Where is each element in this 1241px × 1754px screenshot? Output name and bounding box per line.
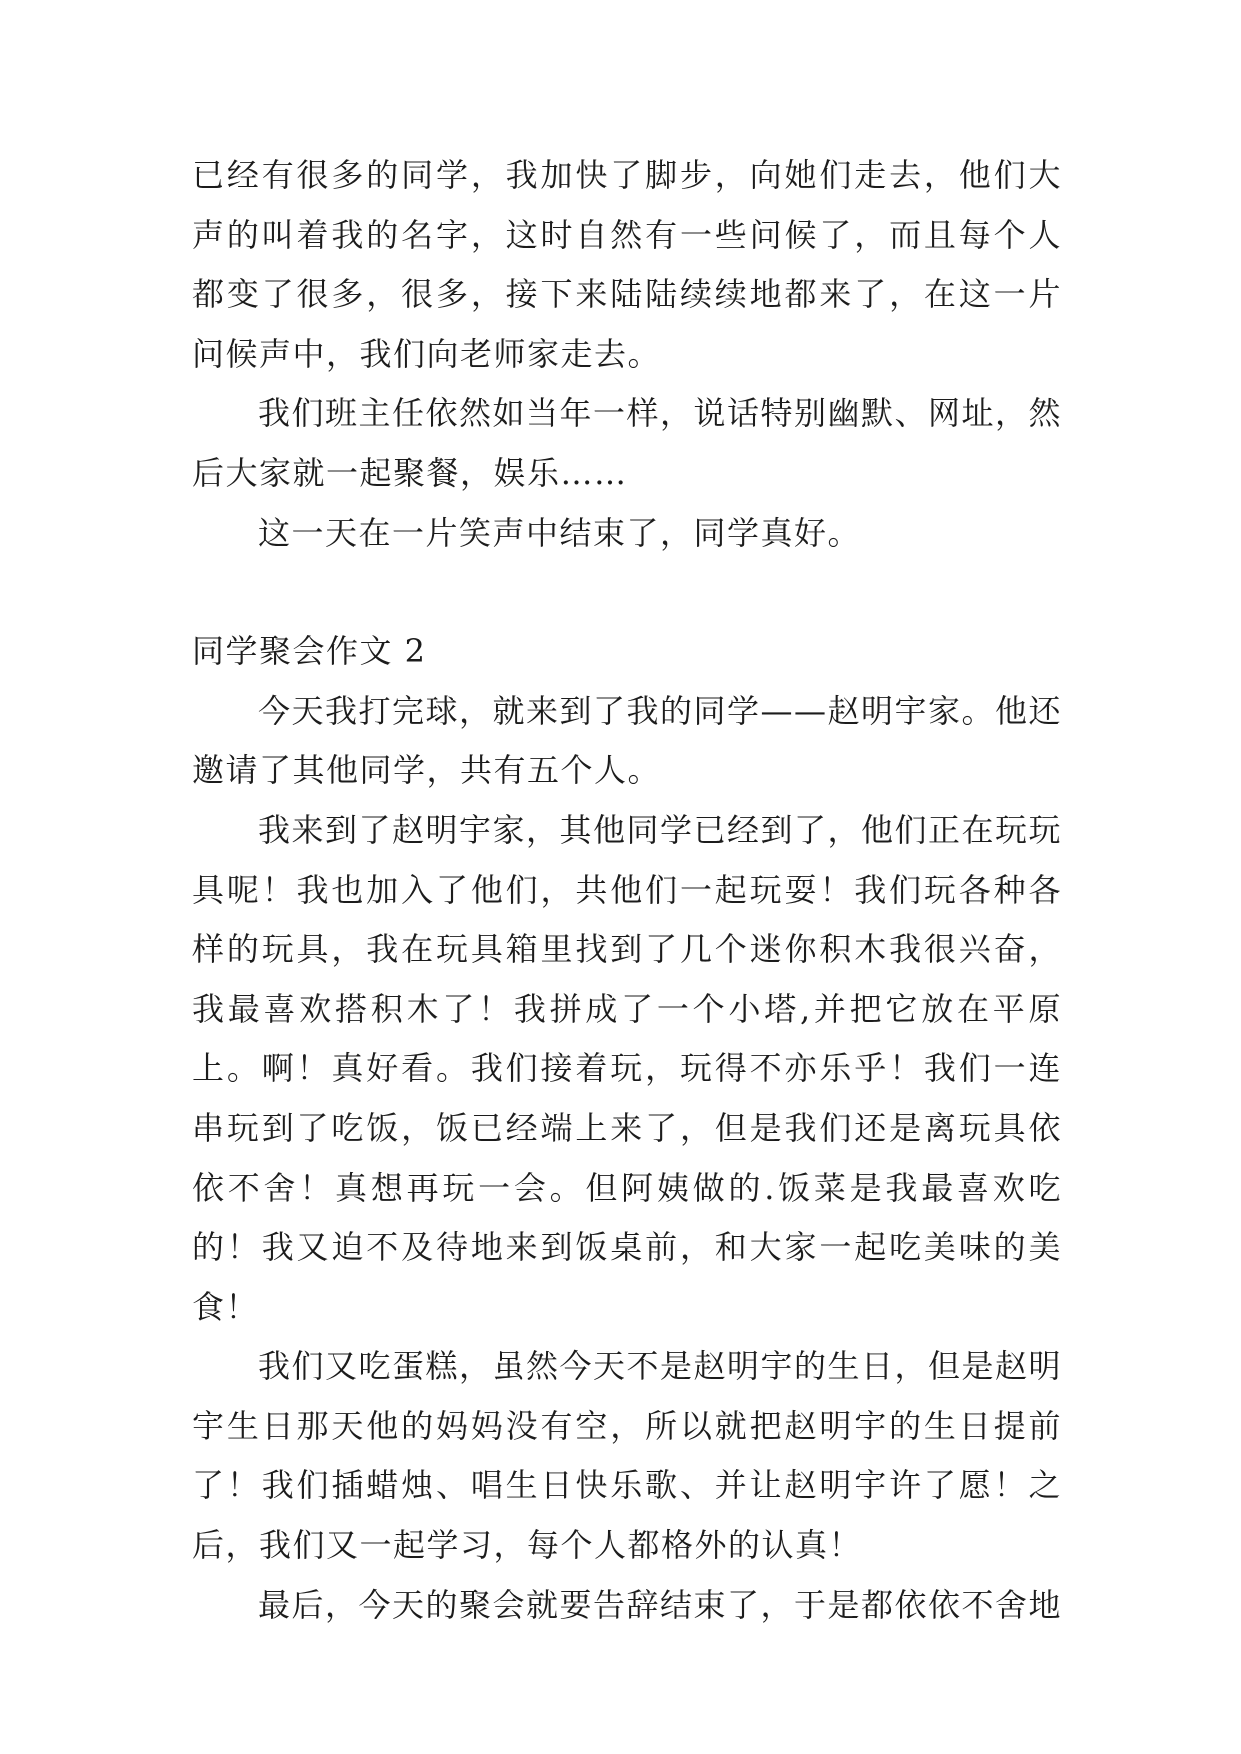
paragraph: 最后，今天的聚会就要告辞结束了，于是都依依不舍地 — [258, 1585, 1063, 1624]
paragraph: 今天我打完球，就来到了我的同学——赵明宇家。他还邀请了其他同学，共有五个人。 — [192, 691, 1063, 790]
paragraph: 我来到了赵明宇家，其他同学已经到了，他们正在玩玩具呢！我也加入了他们，共他们一起玩耍！我们玩各种各样的玩具，我在玩具箱里找到了几个迷你积木我很兴奋，我最喜欢搭积木了！我拼成了一个小塔,并把它放在平原上。啊！真好看。我们接着玩，玩得不亦乐乎！我们一连串玩到了吃饭，饭已经端上来了，但是我们还是离玩具依依不舍！真想再玩一会。但阿姨做的.饭菜是我最喜欢吃的！我又迫不及待地来到饭桌前，和大家一起吃美味的美食！ — [192, 810, 1063, 1326]
paragraph-continuation: 已经有很多的同学，我加快了脚步，向她们走去，他们大声的叫着我的名字，这时自然有一些问候了，而且每个人都变了很多，很多，接下来陆陆续续地都来了，在这一片问候声中，我们向老师家走去。 — [192, 156, 1062, 373]
paragraph: 我们又吃蛋糕，虽然今天不是赵明宇的生日，但是赵明宇生日那天他的妈妈没有空，所以就把赵明宇的生日提前了！我们插蜡烛、唱生日快乐歌、并让赵明宇许了愿！之后，我们又一起学习，每个人都格外的认真！ — [192, 1347, 1063, 1565]
paragraph: 我们班主任依然如当年一样，说话特别幽默、网址，然后大家就一起聚餐，娱乐…… — [192, 394, 1063, 492]
paragraph: 这一天在一片笑声中结束了，同学真好。 — [258, 513, 862, 552]
document-body — [192, 146, 1062, 1635]
section-heading: 同学聚会作文 2 — [192, 632, 427, 671]
